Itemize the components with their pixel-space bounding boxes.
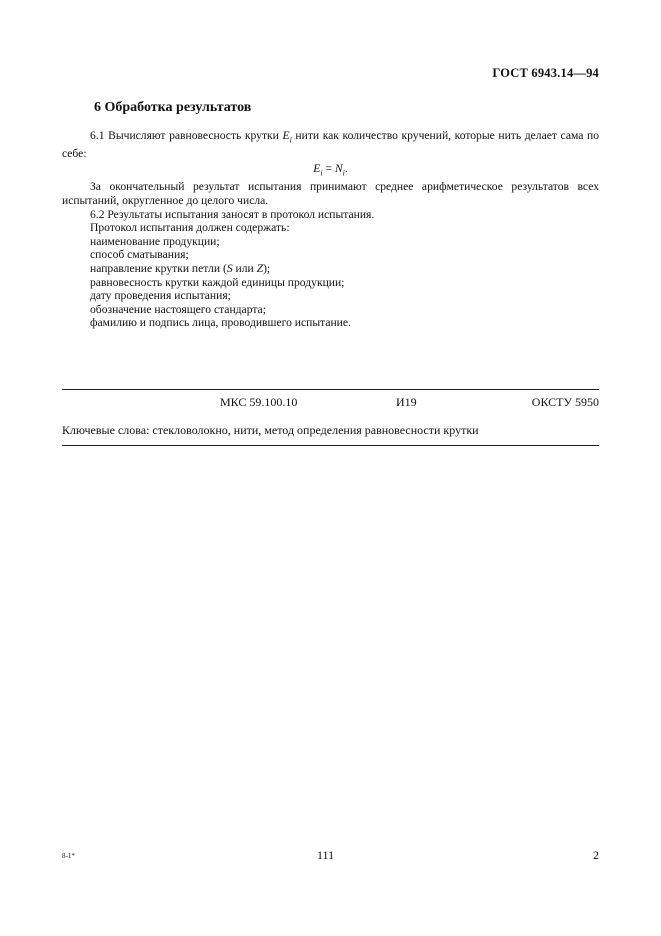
list-item: направление крутки петли (S или Z); bbox=[90, 261, 271, 275]
footer-print-mark: 8-1* bbox=[62, 852, 75, 860]
index-code: И19 bbox=[396, 395, 417, 409]
list-item: наименование продукции; bbox=[90, 234, 220, 248]
footer-page-number: 111 bbox=[317, 848, 335, 862]
protocol-intro: Протокол испытания должен содержать: bbox=[90, 221, 290, 235]
list-item: фамилию и подпись лица, проводившего испытание. bbox=[90, 316, 351, 330]
divider-bottom bbox=[62, 445, 599, 446]
protocol-list bbox=[62, 221, 599, 330]
footer-section-number: 2 bbox=[593, 848, 599, 862]
classification-row bbox=[62, 395, 599, 411]
p1-text-after: нити как количество кручений, которые нить делает сама по себе: bbox=[62, 129, 599, 160]
document-code: ГОСТ 6943.14—94 bbox=[492, 66, 599, 80]
divider-top bbox=[62, 389, 599, 390]
formula: $E_i = N_i$. bbox=[313, 161, 348, 177]
list-item: равновесность крутки каждой единицы продукции; bbox=[90, 275, 345, 289]
list-item: способ сматывания; bbox=[90, 248, 189, 262]
p1-text-before: 6.1 Вычисляют равновесность крутки bbox=[90, 129, 283, 142]
paragraph-6-1 bbox=[62, 129, 599, 161]
list-item: обозначение настоящего стандарта; bbox=[90, 302, 266, 316]
paragraph-final-result: За окончательный результат испытания принимают среднее арифметическое результатов всех испытаний, округленное до целого числа. bbox=[62, 180, 599, 207]
okstu-code: ОКСТУ 5950 bbox=[531, 395, 599, 409]
mks-code: МКС 59.100.10 bbox=[220, 395, 298, 409]
section-body bbox=[62, 129, 599, 330]
list-item: дату проведения испытания; bbox=[90, 289, 231, 303]
paragraph-6-2: 6.2 Результаты испытания заносят в протокол испытания. bbox=[90, 207, 375, 221]
var-e: $E_i$ bbox=[282, 129, 292, 145]
section-title: 6 Обработка результатов bbox=[94, 100, 252, 115]
keywords: Ключевые слова: стекловолокно, нити, метод определения равновесности крутки bbox=[62, 423, 479, 437]
